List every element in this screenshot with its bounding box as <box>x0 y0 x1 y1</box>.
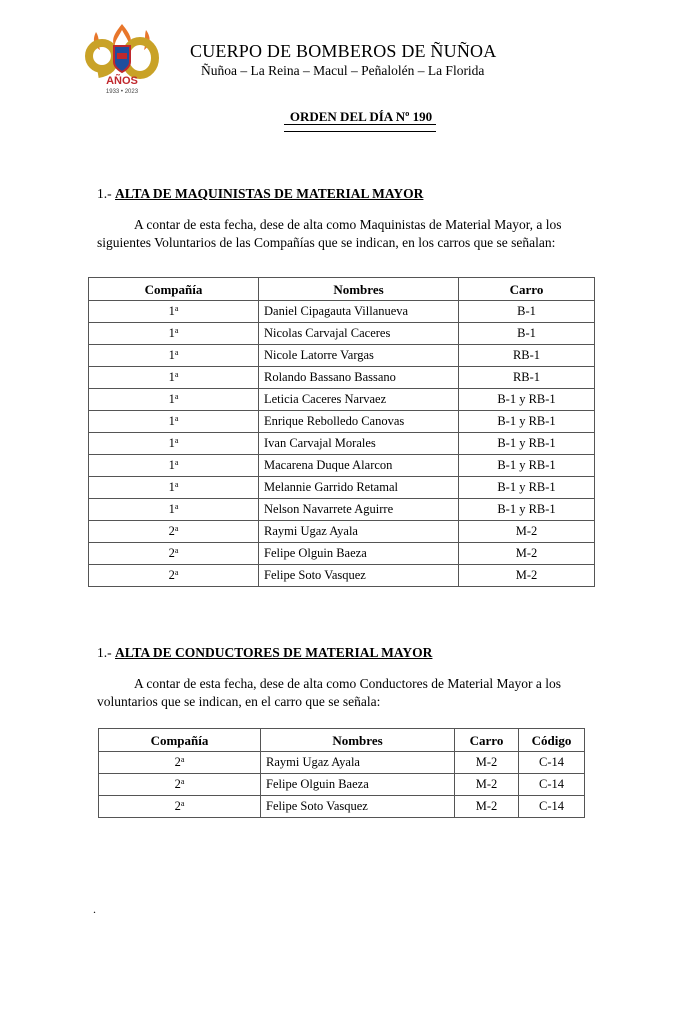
cell-carro: M-2 <box>459 521 595 543</box>
cell-carro: M-2 <box>459 543 595 565</box>
cell-nombre: Ivan Carvajal Morales <box>259 433 459 455</box>
compania-number: 1 <box>168 370 175 384</box>
cell-carro: B-1 y RB-1 <box>459 389 595 411</box>
compania-number: 1 <box>168 304 175 318</box>
cell-nombre: Felipe Olguin Baeza <box>261 774 455 796</box>
table-row <box>89 323 595 345</box>
cell-compania <box>89 367 259 389</box>
footer-dot: . <box>93 902 96 916</box>
maquinistas-table <box>88 277 595 587</box>
section2-para-line2: voluntarios que se indican, en el carro que se señala: <box>97 694 381 709</box>
col-header-carro: Carro <box>459 278 595 301</box>
table-row <box>89 499 595 521</box>
cell-carro: M-2 <box>455 796 519 818</box>
cell-carro: M-2 <box>455 774 519 796</box>
section2-para-line1: A contar de esta fecha, dese de alta como Conductores de Material Mayor a los <box>134 676 561 691</box>
cell-compania <box>89 345 259 367</box>
compania-ordinal: a <box>174 568 179 577</box>
compania-ordinal: a <box>180 777 185 786</box>
table-row <box>89 345 595 367</box>
table-row <box>89 521 595 543</box>
table-row <box>99 796 585 818</box>
cell-compania <box>89 411 259 433</box>
section1-number: 1.- <box>97 186 112 201</box>
conductores-table <box>98 728 585 818</box>
table-row <box>89 543 595 565</box>
compania-ordinal: a <box>174 392 179 401</box>
cell-nombre: Nelson Navarrete Aguirre <box>259 499 459 521</box>
compania-number: 2 <box>174 799 181 813</box>
cell-compania <box>89 543 259 565</box>
cell-carro: RB-1 <box>459 345 595 367</box>
compania-number: 1 <box>168 436 175 450</box>
cell-nombre: Melannie Garrido Retamal <box>259 477 459 499</box>
table-row <box>89 477 595 499</box>
section2-title: ALTA DE CONDUCTORES DE MATERIAL MAYOR <box>115 645 433 660</box>
cell-nombre: Felipe Soto Vasquez <box>261 796 455 818</box>
compania-number: 2 <box>174 777 181 791</box>
section1-heading <box>97 186 423 202</box>
compania-number: 2 <box>168 568 175 582</box>
compania-number: 2 <box>174 755 181 769</box>
cell-nombre: Daniel Cipagauta Villanueva <box>259 301 459 323</box>
col-header-compania: Compañía <box>89 278 259 301</box>
cell-compania <box>89 499 259 521</box>
cell-carro: B-1 <box>459 323 595 345</box>
section2-heading <box>97 645 432 661</box>
cell-nombre: Rolando Bassano Bassano <box>259 367 459 389</box>
cell-nombre: Felipe Soto Vasquez <box>259 565 459 587</box>
cell-codigo: C-14 <box>519 752 585 774</box>
compania-number: 1 <box>168 392 175 406</box>
cell-nombre: Felipe Olguin Baeza <box>259 543 459 565</box>
cell-codigo: C-14 <box>519 796 585 818</box>
section1-title: ALTA DE MAQUINISTAS DE MATERIAL MAYOR <box>115 186 424 201</box>
compania-ordinal: a <box>180 799 185 808</box>
cell-carro: B-1 y RB-1 <box>459 433 595 455</box>
compania-ordinal: a <box>174 524 179 533</box>
compania-number: 1 <box>168 348 175 362</box>
cell-carro: B-1 y RB-1 <box>459 455 595 477</box>
cell-nombre: Raymi Ugaz Ayala <box>261 752 455 774</box>
cell-nombre: Nicolas Carvajal Caceres <box>259 323 459 345</box>
cell-compania <box>89 433 259 455</box>
anniversary-logo <box>74 20 170 96</box>
cell-nombre: Raymi Ugaz Ayala <box>259 521 459 543</box>
svg-text:1933 • 2023: 1933 • 2023 <box>105 89 139 95</box>
cell-compania <box>99 752 261 774</box>
cell-compania <box>99 796 261 818</box>
cell-compania <box>89 301 259 323</box>
compania-ordinal: a <box>174 370 179 379</box>
compania-number: 1 <box>168 414 175 428</box>
col-header-nombres: Nombres <box>259 278 459 301</box>
section1-para-line2: siguientes Voluntarios de las Compañías que se indican, en los carros que se señalan: <box>97 235 556 250</box>
compania-ordinal: a <box>174 348 179 357</box>
cell-compania <box>99 774 261 796</box>
table-row <box>89 433 595 455</box>
table-row <box>89 565 595 587</box>
org-name: CUERPO DE BOMBEROS DE ÑUÑOA <box>190 41 497 61</box>
compania-ordinal: a <box>174 502 179 511</box>
title-double-rule <box>284 124 436 132</box>
order-title: ORDEN DEL DÍA Nº 190 <box>289 109 433 124</box>
section1-para-line1: A contar de esta fecha, dese de alta como Maquinistas de Material Mayor, a los <box>134 217 562 232</box>
cell-compania <box>89 455 259 477</box>
svg-text:AÑOS: AÑOS <box>106 75 138 87</box>
table-row <box>89 367 595 389</box>
col-header-compania: Compañía <box>99 729 261 752</box>
compania-number: 1 <box>168 458 175 472</box>
compania-number: 1 <box>168 480 175 494</box>
cell-carro: B-1 y RB-1 <box>459 411 595 433</box>
compania-ordinal: a <box>174 304 179 313</box>
compania-number: 2 <box>168 546 175 560</box>
cell-compania <box>89 323 259 345</box>
cell-nombre: Macarena Duque Alarcon <box>259 455 459 477</box>
cell-carro: B-1 y RB-1 <box>459 477 595 499</box>
cell-nombre: Enrique Rebolledo Canovas <box>259 411 459 433</box>
col-header-nombres: Nombres <box>261 729 455 752</box>
table-header-row <box>89 278 595 301</box>
cell-carro: B-1 y RB-1 <box>459 499 595 521</box>
anniversary-logo-icon <box>74 20 170 96</box>
cell-compania <box>89 477 259 499</box>
cell-carro: M-2 <box>459 565 595 587</box>
compania-number: 1 <box>168 502 175 516</box>
table-row <box>89 301 595 323</box>
compania-ordinal: a <box>174 458 179 467</box>
cell-carro: M-2 <box>455 752 519 774</box>
table-row <box>99 774 585 796</box>
table-row <box>89 411 595 433</box>
compania-ordinal: a <box>174 436 179 445</box>
compania-ordinal: a <box>174 546 179 555</box>
compania-number: 1 <box>168 326 175 340</box>
cell-compania <box>89 521 259 543</box>
compania-ordinal: a <box>180 755 185 764</box>
table-row <box>89 389 595 411</box>
org-subtitle: Ñuñoa – La Reina – Macul – Peñalolén – La Florida <box>201 63 485 78</box>
table-header-row <box>99 729 585 752</box>
table-row <box>89 455 595 477</box>
compania-number: 2 <box>168 524 175 538</box>
cell-carro: B-1 <box>459 301 595 323</box>
col-header-carro: Carro <box>455 729 519 752</box>
cell-nombre: Nicole Latorre Vargas <box>259 345 459 367</box>
cell-compania <box>89 389 259 411</box>
compania-ordinal: a <box>174 414 179 423</box>
cell-compania <box>89 565 259 587</box>
table-row <box>99 752 585 774</box>
section2-number: 1.- <box>97 645 112 660</box>
cell-nombre: Leticia Caceres Narvaez <box>259 389 459 411</box>
compania-ordinal: a <box>174 326 179 335</box>
cell-codigo: C-14 <box>519 774 585 796</box>
cell-carro: RB-1 <box>459 367 595 389</box>
compania-ordinal: a <box>174 480 179 489</box>
col-header-codigo: Código <box>519 729 585 752</box>
